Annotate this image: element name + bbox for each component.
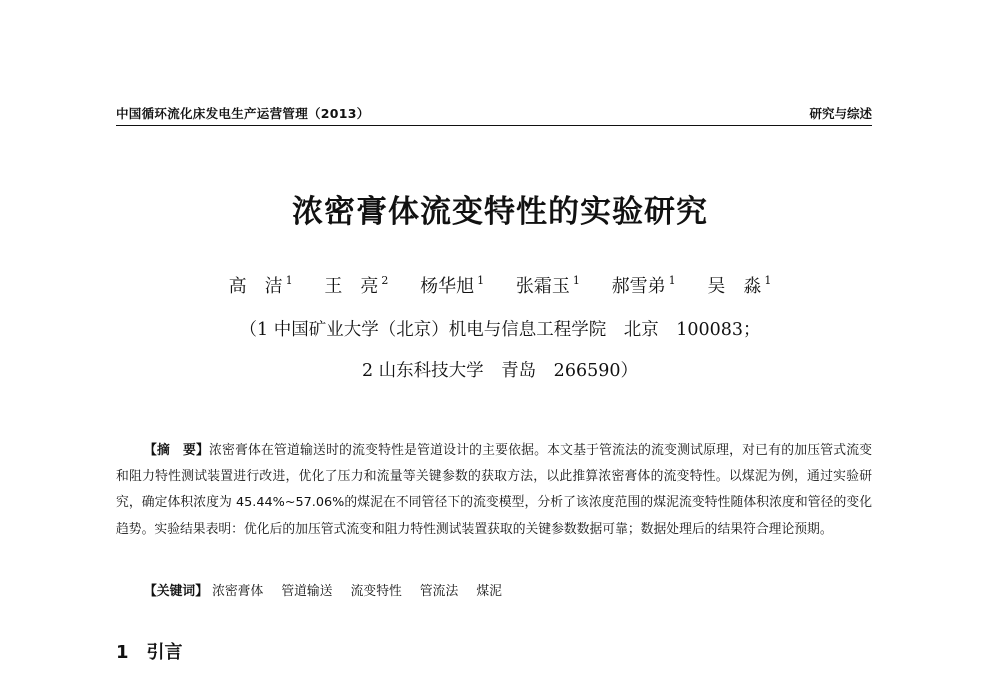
affiliation-line-1: （1 中国矿业大学（北京）机电与信息工程学院 北京 100083； <box>239 320 761 340</box>
author-affiliation-mark: 1 <box>668 274 676 287</box>
author <box>707 272 771 298</box>
author-name: 郝雪弟 <box>611 276 666 297</box>
category-header: 研究与综述 <box>809 106 872 121</box>
keyword: 煤泥 <box>476 584 502 599</box>
author-name: 杨华旭 <box>420 276 475 297</box>
author-name: 高 洁 <box>228 276 283 297</box>
keyword: 管道输送 <box>281 584 333 599</box>
author-affiliation-mark: 1 <box>477 274 485 287</box>
abstract-text: 浓密膏体在管道输送时的流变特性是管道设计的主要依据。本文基于管流法的流变测试原理，对已有的加压管式流变和阻力特性测试装置进行改进，优化了压力和流量等关键参数的获取方法，以此推算浓密膏体的流变特性。以煤泥为例，通过实验研究，确定体积浓度为 45.44%~57.06%的煤泥在不同管径下的流变模型，分析了该浓度范围的煤泥流变特性随体积浓度和管径的变化趋势。实验结果表明：优化后的加压管式流变和阻力特性测试装置获取的关键参数数据可靠；数据处理后的结果符合理论预期。 <box>116 443 873 537</box>
author-list <box>0 272 1000 298</box>
abstract <box>116 438 872 543</box>
author <box>516 272 580 298</box>
keywords <box>144 580 516 599</box>
author <box>324 272 388 298</box>
author-affiliation-mark: 1 <box>764 274 772 287</box>
keyword: 流变特性 <box>350 584 402 599</box>
keyword: 浓密膏体 <box>212 584 264 599</box>
author-affiliation-mark: 1 <box>572 274 580 287</box>
author-name: 王 亮 <box>324 276 379 297</box>
section-title: 引言 <box>146 642 183 663</box>
author <box>229 272 293 298</box>
section-heading <box>116 638 183 664</box>
author-name: 吴 淼 <box>707 276 762 297</box>
journal-header: 中国循环流化床发电生产运营管理（2013） <box>116 106 370 121</box>
author <box>612 272 676 298</box>
section-number: 1 <box>116 642 129 663</box>
author <box>420 272 484 298</box>
header-rule <box>116 125 872 126</box>
author-affiliation-mark: 2 <box>381 274 389 287</box>
keyword: 管流法 <box>419 584 459 599</box>
author-name: 张霜玉 <box>515 276 570 297</box>
abstract-label: 【摘 要】 <box>144 443 210 458</box>
keywords-label: 【关键词】 <box>144 584 208 599</box>
author-affiliation-mark: 1 <box>285 274 293 287</box>
paper-title: 浓密膏体流变特性的实验研究 <box>292 194 708 230</box>
affiliation-line-2: 2 山东科技大学 青岛 266590） <box>361 361 638 381</box>
